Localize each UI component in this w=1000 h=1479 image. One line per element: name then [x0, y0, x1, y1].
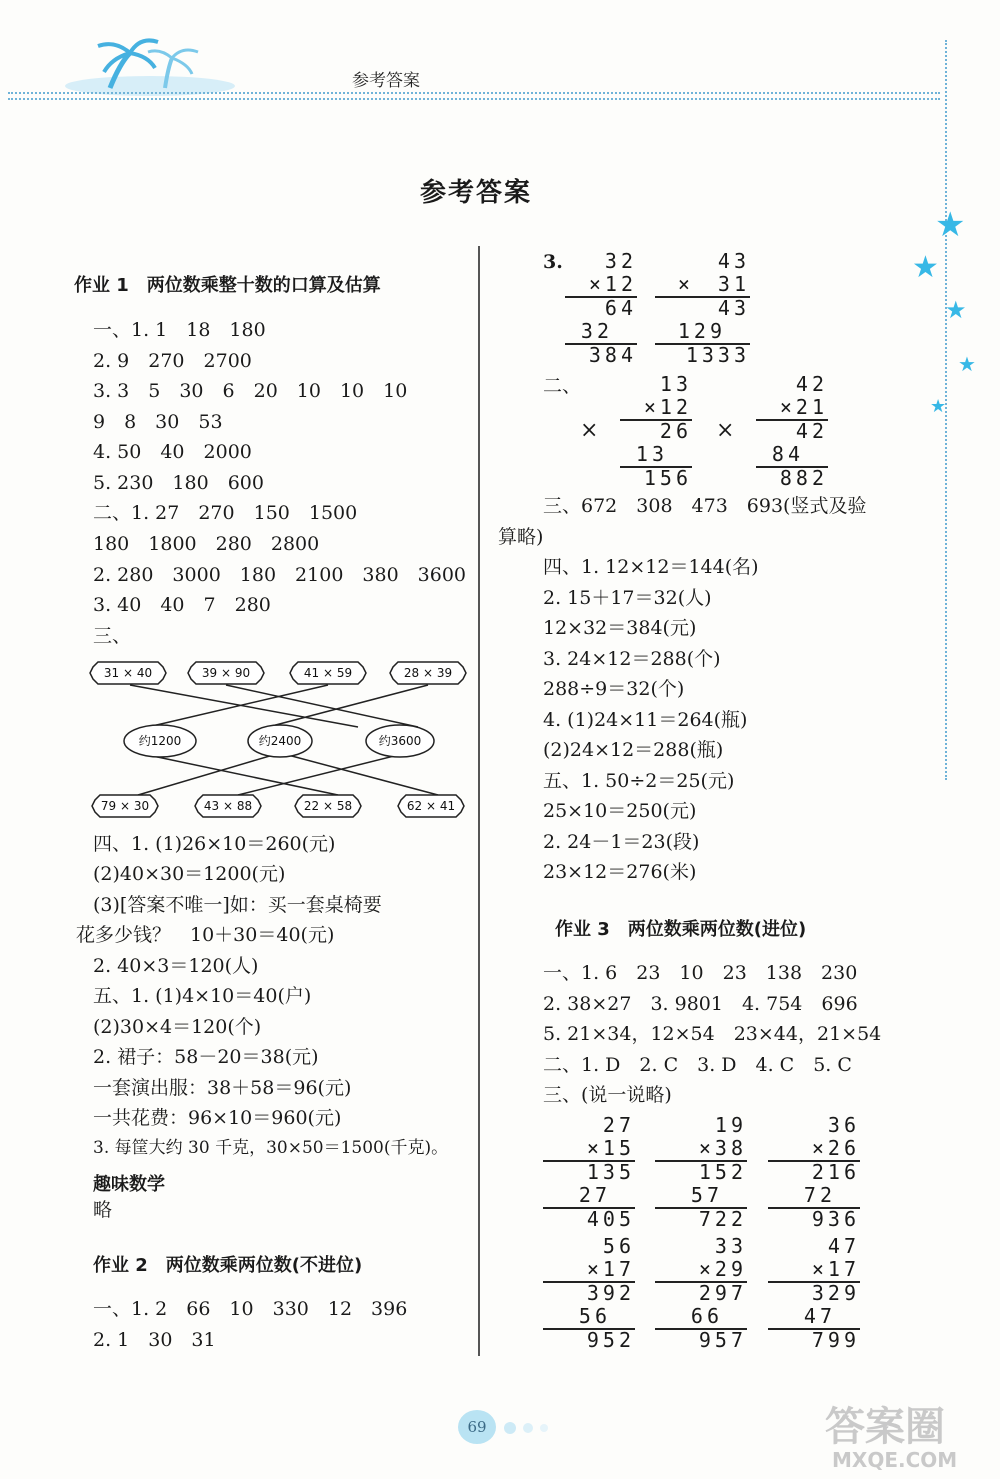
- vertical-multiplication: [756, 373, 828, 489]
- page-number: 69: [458, 1410, 496, 1444]
- hw2-title: 作业 2 两位数乘两位数(不进位): [93, 1255, 363, 1276]
- fun-math-answer: 略: [93, 1199, 113, 1221]
- mult-row: 405: [586, 1207, 635, 1231]
- answer-line: 2. 40×3＝120(人): [93, 955, 259, 977]
- vertical-multiplication: [655, 1235, 747, 1351]
- mult-row: 13: [635, 442, 668, 466]
- match-bottom-label: 79 × 30: [100, 799, 150, 813]
- answer-line: 四、1. (1)26×10＝260(元): [93, 833, 336, 855]
- mult-row: ×17: [811, 1257, 860, 1281]
- answer-line: 一、1. 6 23 10 23 138 230: [543, 962, 858, 984]
- answer-line: 一套演出服：38＋58＝96(元): [93, 1077, 352, 1099]
- mult-row: ×17: [586, 1257, 635, 1281]
- mult-row: 57: [690, 1183, 723, 1207]
- header-divider: [8, 92, 940, 94]
- answer-line: 3. 3 5 30 6 20 10 10 10: [93, 380, 408, 402]
- mult-row: 72: [803, 1183, 836, 1207]
- match-top-node: [188, 662, 264, 684]
- mult-row: 26: [659, 419, 692, 443]
- match-middle-node: [248, 725, 312, 757]
- answer-line: 9 8 30 53: [93, 411, 223, 433]
- mult-row: 33: [714, 1234, 747, 1258]
- match-top-node: [390, 662, 466, 684]
- mult-row: 47: [827, 1234, 860, 1258]
- star-icon: ★: [935, 205, 966, 245]
- answer-line: 算略): [498, 526, 544, 548]
- answer-line: 3. 24×12＝288(个): [543, 648, 721, 670]
- answer-line: 2. 24－1＝23(段): [543, 831, 700, 853]
- answer-line: 二、1. D 2. C 3. D 4. C 5. C: [543, 1054, 852, 1076]
- mult-row: ×29: [698, 1257, 747, 1281]
- vertical-multiplication: [543, 1235, 635, 1351]
- mult-row: ×12: [588, 272, 637, 296]
- mult-row: 129: [677, 319, 726, 343]
- match-middle-label: 约2400: [258, 734, 302, 748]
- match-line: [268, 685, 428, 727]
- answer-line: 2. 9 270 2700: [93, 350, 252, 372]
- mult-row: 799: [811, 1328, 860, 1352]
- cross-mark: ×: [716, 418, 735, 443]
- answer-line: 2. 15＋17＝32(人): [543, 587, 712, 609]
- palm-tree-logo: [60, 28, 240, 98]
- answer-line: 三、: [93, 625, 132, 647]
- hw3-title: 作业 3 两位数乘两位数(进位): [555, 919, 807, 940]
- answer-line: 2. 38×27 3. 9801 4. 754 696: [543, 993, 858, 1015]
- answer-line: 23×12＝276(米): [543, 861, 697, 883]
- matching-diagram: [88, 655, 468, 825]
- match-middle-node: [366, 725, 434, 757]
- mult-row: 43: [717, 249, 750, 273]
- mult-row: 13: [659, 372, 692, 396]
- mult-row: ×38: [698, 1136, 747, 1160]
- footer-dots: [500, 1418, 560, 1438]
- answer-line: 2. 1 30 31: [93, 1329, 216, 1351]
- mult-row: 152: [698, 1160, 747, 1184]
- answer-line: 4. 50 40 2000: [93, 441, 252, 463]
- header-divider-2: [8, 98, 940, 100]
- mult-row: 64: [604, 296, 637, 320]
- match-bottom-node: [295, 795, 361, 817]
- match-top-node: [90, 662, 166, 684]
- match-middle-node: [124, 725, 196, 757]
- mult-row: 36: [827, 1113, 860, 1137]
- match-middle-label: 约3600: [378, 734, 422, 748]
- mult-row: 1333: [685, 343, 750, 367]
- match-middle-label: 约1200: [138, 734, 182, 748]
- star-icon: ★: [958, 352, 976, 376]
- mult-row: 216: [811, 1160, 860, 1184]
- answer-line: (2)30×4＝120(个): [93, 1016, 262, 1038]
- answer-line: 25×10＝250(元): [543, 800, 697, 822]
- mult-row: 32: [580, 319, 613, 343]
- answer-line: (2)40×30＝1200(元): [93, 863, 286, 885]
- answer-line: 288÷9＝32(个): [543, 678, 685, 700]
- item-label: 3.: [543, 251, 563, 273]
- mult-row: 27: [602, 1113, 635, 1137]
- cross-mark: ×: [580, 418, 599, 443]
- fun-math-title: 趣味数学: [93, 1174, 165, 1195]
- mult-row: 56: [578, 1304, 611, 1328]
- answer-line: 2. 裙子：58－20＝38(元): [93, 1046, 319, 1068]
- watermark-logo: 答案圈: [825, 1404, 945, 1450]
- mult-row: ×15: [586, 1136, 635, 1160]
- mult-row: 135: [586, 1160, 635, 1184]
- match-bottom-node: [398, 795, 464, 817]
- match-bottom-node: [195, 795, 261, 817]
- mult-row: ×21: [779, 395, 828, 419]
- star-icon: ★: [945, 296, 967, 324]
- mult-row: 43: [717, 296, 750, 320]
- vertical-multiplication: [655, 1114, 747, 1230]
- mult-row: ×26: [811, 1136, 860, 1160]
- mult-row: 27: [578, 1183, 611, 1207]
- answer-line: 二、1. 27 270 150 1500: [93, 502, 358, 524]
- item-label: 二、: [543, 375, 582, 397]
- running-header: 参考答案: [352, 71, 420, 91]
- vertical-multiplication: [768, 1114, 860, 1230]
- match-line: [148, 685, 328, 727]
- mult-row: 392: [586, 1281, 635, 1305]
- mult-row: 882: [779, 466, 828, 490]
- mult-row: 19: [714, 1113, 747, 1137]
- answer-line: 180 1800 280 2800: [93, 533, 320, 555]
- mult-row: 384: [588, 343, 637, 367]
- answer-line: 三、(说一说略): [543, 1084, 672, 1106]
- answer-line: 四、1. 12×12＝144(名): [543, 556, 759, 578]
- star-icon: ★: [912, 250, 939, 285]
- vertical-multiplication: [543, 1114, 635, 1230]
- answer-line: 一、1. 1 18 180: [93, 319, 266, 341]
- match-top-label: 31 × 40: [103, 666, 153, 680]
- mult-row: 66: [690, 1304, 723, 1328]
- match-bottom-label: 22 × 58: [303, 799, 353, 813]
- match-top-label: 41 × 59: [303, 666, 353, 680]
- answer-line: 2. 280 3000 180 2100 380 3600: [93, 564, 467, 586]
- mult-row: 156: [643, 466, 692, 490]
- answer-line: (3)[答案不唯一]如：买一套桌椅要: [93, 894, 382, 916]
- page-title: 参考答案: [420, 178, 533, 208]
- answer-line: 3. 40 40 7 280: [93, 594, 271, 616]
- match-bottom-node: [92, 795, 158, 817]
- match-bottom-label: 62 × 41: [406, 799, 456, 813]
- mult-row: ×12: [643, 395, 692, 419]
- match-top-label: 39 × 90: [201, 666, 251, 680]
- mult-row: 56: [602, 1234, 635, 1258]
- mult-row: 84: [771, 442, 804, 466]
- mult-row: 297: [698, 1281, 747, 1305]
- answer-line: 五、1. (1)4×10＝40(户): [93, 985, 312, 1007]
- star-icon: ★: [930, 396, 947, 417]
- mult-row: 329: [811, 1281, 860, 1305]
- answer-line: (2)24×12＝288(瓶): [543, 739, 724, 761]
- answer-line: 五、1. 50÷2＝25(元): [543, 770, 735, 792]
- match-top-node: [290, 662, 366, 684]
- mult-row: 952: [586, 1328, 635, 1352]
- answer-line: 三、672 308 473 693(竖式及验: [543, 495, 867, 517]
- match-top-label: 28 × 39: [403, 666, 453, 680]
- answer-line: 一、1. 2 66 10 330 12 396: [93, 1298, 408, 1320]
- answer-line: 5. 21×34，12×54 23×44，21×54: [543, 1023, 882, 1045]
- answer-line: 3. 每筐大约 30 千克，30×50＝1500(千克)。: [93, 1138, 449, 1158]
- hw1-title: 作业 1 两位数乘整十数的口算及估算: [74, 275, 381, 296]
- mult-row: 42: [795, 372, 828, 396]
- mult-row: × 31: [677, 272, 750, 296]
- vertical-multiplication: [768, 1235, 860, 1351]
- answer-line: 花多少钱？ 10＋30＝40(元): [76, 924, 335, 946]
- mult-row: 47: [803, 1304, 836, 1328]
- answer-line: 12×32＝384(元): [543, 617, 697, 639]
- mult-row: 936: [811, 1207, 860, 1231]
- match-line: [138, 755, 273, 795]
- vertical-multiplication: [655, 250, 750, 366]
- match-bottom-label: 43 × 88: [203, 799, 253, 813]
- column-divider: [478, 246, 480, 1356]
- vertical-multiplication: [565, 250, 637, 366]
- mult-row: 42: [795, 419, 828, 443]
- vertical-multiplication: [620, 373, 692, 489]
- mult-row: 722: [698, 1207, 747, 1231]
- answer-line: 4. (1)24×11＝264(瓶): [543, 709, 748, 731]
- mult-row: 957: [698, 1328, 747, 1352]
- answer-line: 一共花费：96×10＝960(元): [93, 1107, 342, 1129]
- mult-row: 32: [604, 249, 637, 273]
- watermark-url: MXQE.COM: [832, 1448, 958, 1472]
- match-line: [238, 755, 398, 795]
- answer-line: 5. 230 180 600: [93, 472, 264, 494]
